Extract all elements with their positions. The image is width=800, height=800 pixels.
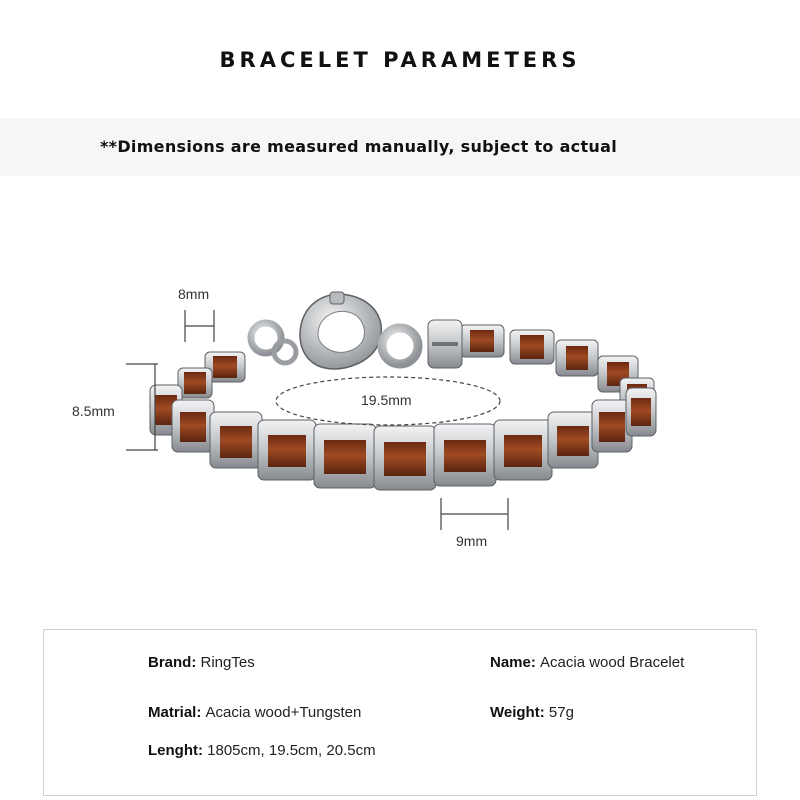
spec-name bbox=[490, 654, 684, 671]
dim-label-link-width: 8mm bbox=[178, 286, 210, 302]
spec-weight-value: 57g bbox=[548, 704, 574, 721]
measurement-note: **Dimensions are measured manually, subject to actual bbox=[100, 137, 617, 156]
spec-material-label: Matrial: bbox=[148, 704, 206, 721]
spec-material-value: Acacia wood+Tungsten bbox=[205, 704, 362, 721]
lobster-clasp bbox=[251, 292, 462, 369]
spec-weight bbox=[490, 704, 574, 721]
dim-label-height: 8.5mm bbox=[72, 403, 115, 419]
page-title: BRACELET PARAMETERS bbox=[219, 48, 581, 72]
spec-brand-value: RingTes bbox=[200, 654, 255, 671]
spec-brand-label: Brand: bbox=[148, 654, 201, 671]
spec-material bbox=[148, 704, 361, 721]
dim-label-inner: 19.5mm bbox=[361, 392, 412, 408]
spec-length bbox=[148, 742, 376, 759]
spec-length-label: Lenght: bbox=[148, 742, 208, 759]
spec-brand bbox=[148, 654, 255, 671]
spec-name-value: Acacia wood Bracelet bbox=[540, 654, 685, 671]
dim-label-link-length: 9mm bbox=[456, 533, 488, 549]
specs-panel bbox=[43, 629, 757, 796]
spec-weight-label: Weight: bbox=[490, 704, 549, 721]
spec-length-value: 1805cm, 19.5cm, 20.5cm bbox=[207, 742, 376, 759]
spec-name-label: Name: bbox=[490, 654, 541, 671]
